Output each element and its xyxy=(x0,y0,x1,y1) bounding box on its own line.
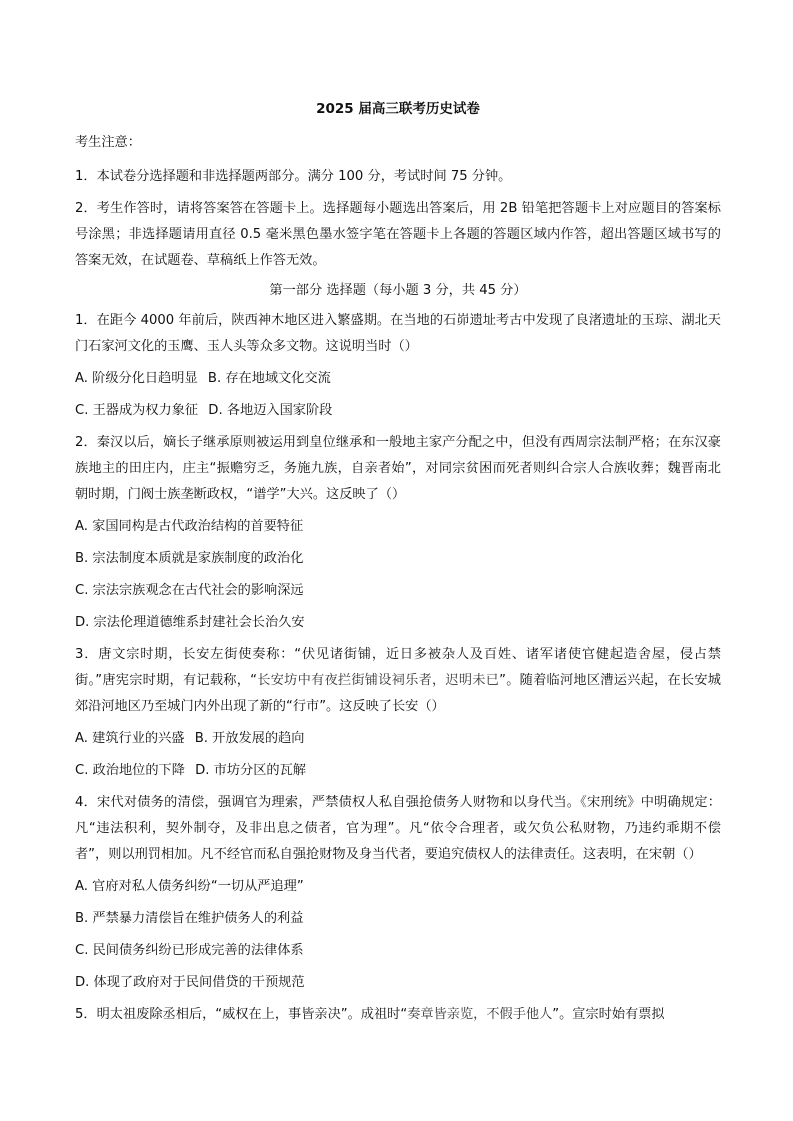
stem-part-b: ”。宣宗时始有票拟 xyxy=(552,1007,665,1022)
stem-part-b: ”。随着临河地区漕运兴起，在长安城郊沿河地区乃至城门内外出现了新的“行市”。这反映了长安（） xyxy=(75,673,721,714)
option-row xyxy=(75,366,721,392)
stem-quote: 长安坊中有夜拦街铺设祠乐者，迟明未已 xyxy=(257,673,500,688)
option-row xyxy=(75,398,721,424)
option-d: D. 市坊分区的瓦解 xyxy=(195,763,306,778)
option-c: C. 民间债务纠纷已形成完善的法律体系 xyxy=(75,943,304,958)
exam-page xyxy=(75,96,721,1034)
option-a: A. 官府对私人债务纠纷“一切从严追理” xyxy=(75,879,304,894)
option-c: C. 政治地位的下降 xyxy=(75,763,185,778)
question-3 xyxy=(75,642,721,784)
option-d: D. 各地迈入国家阶段 xyxy=(208,403,333,418)
option-c: C. 宗法宗族观念在古代社会的影响深远 xyxy=(75,583,304,598)
notice-item-1: 1．本试卷分选择题和非选择题两部分。满分 100 分，考试时间 75 分钟。 xyxy=(75,169,512,184)
question-stem xyxy=(75,642,721,720)
question-5 xyxy=(75,1002,721,1028)
option-b: B. 开放发展的趋向 xyxy=(194,731,305,746)
option-row xyxy=(75,758,721,784)
stem-part-a: 3．唐文宗时期，长安左街使奏称：“伏见诸街铺，近日多被杂人及百姓、诸军诸使官健起造舍屋，侵占禁街。”唐宪宗时期，有记载称，“ xyxy=(75,647,721,688)
question-stem: 1．在距今 4000 年前后，陕西神木地区进入繁盛期。在当地的石峁遗址考古中发现了良渚遗址的玉琮、湖北天门石家河文化的玉鹰、玉人头等众多文物。这说明当时（） xyxy=(75,313,721,354)
option-a: A. 建筑行业的兴盛 xyxy=(75,731,185,746)
question-stem xyxy=(75,1002,721,1028)
option-b: B. 严禁暴力清偿旨在维护债务人的利益 xyxy=(75,911,304,926)
option-b: B. 存在地域文化交流 xyxy=(207,371,331,386)
section-heading: 第一部分 选择题（每小题 3 分，共 45 分） xyxy=(269,283,527,298)
option-b: B. 宗法制度本质就是家族制度的政治化 xyxy=(75,551,304,566)
notice-heading: 考生注意： xyxy=(75,135,141,150)
option-row xyxy=(75,726,721,752)
option-a: A. 家国同构是古代政治结构的首要特征 xyxy=(75,519,304,534)
question-stem: 2．秦汉以后，嫡长子继承原则被运用到皇位继承和一般地主家产分配之中，但没有西周宗法制严格；在东汉豪族地主的田庄内，庄主“振赡穷乏，务施九族，自亲者始”，对同宗贫困而死者则纠合宗人合族收葬；魏晋南北朝时期，门阀士族垄断政权，“谱学”大兴。这反映了（） xyxy=(75,435,721,502)
question-stem: 4．宋代对债务的清偿，强调官为理索，严禁债权人私自强抢债务人财物和以身代当。《宋刑统》中明确规定：凡“违法积利，契外制夺，及非出息之债者，官为理”。凡“依令合理者，或欠负公私财物，乃违约乖期不偿者”，则以刑罚相加。凡不经官而私自强抢财物及身当代者，要追究债权人的法律责任。这表明，在宋朝（） xyxy=(75,795,721,862)
question-1 xyxy=(75,308,721,424)
option-d: D. 体现了政府对于民间借贷的干预规范 xyxy=(75,975,305,990)
option-d: D. 宗法伦理道德维系封建社会长治久安 xyxy=(75,615,305,630)
question-4 xyxy=(75,790,721,996)
option-c: C. 王器成为权力象征 xyxy=(75,403,199,418)
stem-part-a: 5．明太祖废除丞相后，“威权在上，事皆亲决”。成祖时“ xyxy=(75,1007,408,1022)
question-2 xyxy=(75,430,721,636)
notice-item-2: 2．考生作答时，请将答案答在答题卡上。选择题每小题选出答案后，用 2B 铅笔把答题卡上对应题目的答案标号涂黑；非选择题请用直径 0.5 毫米黑色墨水签字笔在答题卡上各题的答题区域内作答，超出答题区域书写的答案无效，在试题卷、草稿纸上作答无效。 xyxy=(75,201,721,268)
page-title: 2025 届高三联考历史试卷 xyxy=(316,101,480,117)
option-a: A. 阶级分化日趋明显 xyxy=(75,371,198,386)
stem-quote: 奏章皆亲览，不假手他人 xyxy=(407,1007,553,1022)
